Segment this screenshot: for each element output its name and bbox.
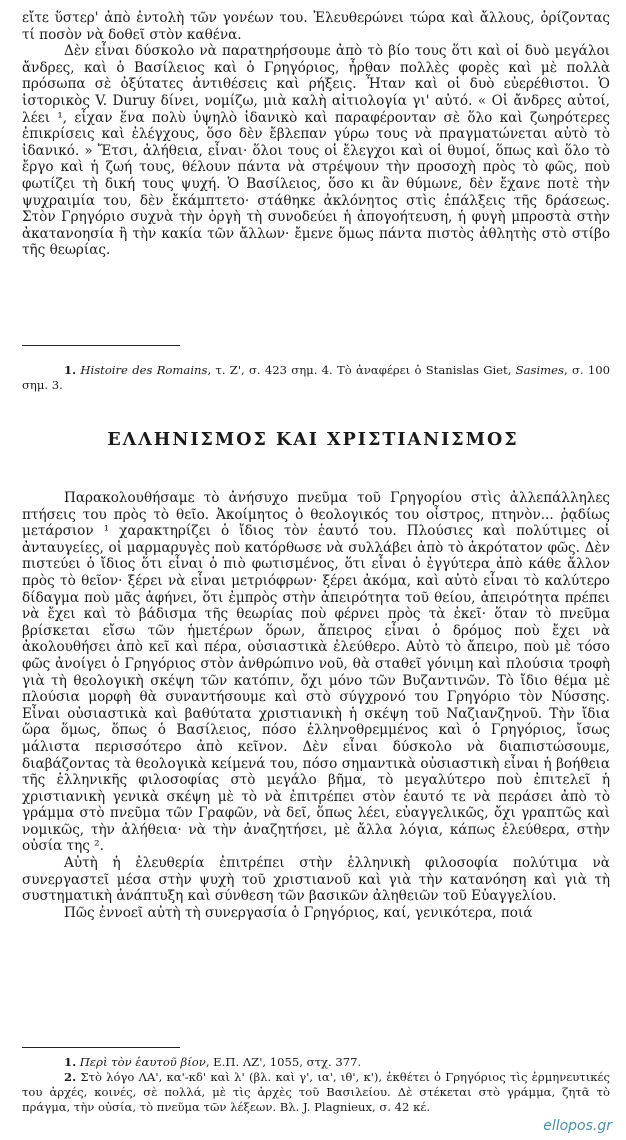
footnote-title: Περὶ τὸν ἑαυτοῦ βίον [79,1055,206,1069]
top-text-block [22,10,610,259]
main-text-block [22,490,610,921]
footnote-title-2: Sasimes [515,363,564,377]
footnote-text: Στὸ λόγο ΛΑ', κα'-κδ' καὶ λ' (βλ. καὶ γ', ια', ιθ', κ'), ἐκθέτει ὁ Γρηγόριος τὶς ἑρμηνευτικές του ἀρχές, κοινές, σὲ πολλά, μὲ τὶς ἀρχὲς τοῦ Βασιλείου. Δὲ στέκεται στὸ γράμμα, ζητᾶ τὸ πράγμα, τὴν οὐσία, τὸ πνεῦμα τῶν λέξεων. Βλ. J. Plagnieux, σ. 42 κέ. [22,1070,610,1114]
footnote-text-2: , σ. 100 σημ. 3. [22,363,610,392]
footnote-text: , Ε.Π. ΛΖ', 1055, στχ. 377. [205,1055,362,1069]
paragraph: εἴτε ὕστερ' ἀπὸ ἐντολὴ τῶν γονέων του. Ἐλευθερώνει τώρα καὶ ἄλλους, ὁρίζοντας τί ποσὸν νὰ δοθεῖ στὸν καθένα. [22,10,610,43]
paragraph: Παρακολουθήσαμε τὸ ἀνήσυχο πνεῦμα τοῦ Γρηγορίου στὶς ἀλλεπάλληλες πτήσεις του πρὸς τὸ θεῖο. Ἀκοίμητος ὁ θεολογικός του οἶστρος, πτηνὸν... ῥᾳδίως μετάρσιον ¹ χαρακτηρίζει ὁ ἴδιος τὸν ἑαυτό του. Πλούσιες καὶ πολύτιμες οἱ ἀνταυγείες, οἱ μαρμαρυγὲς ποὺ κατόρθωσε νὰ συλλάβει ἀπὸ τὸ ἀκρότατον φῶς. Δὲν πιστεύει ὁ ἴδιος ὅτι εἶναι ὁ πιὸ φωτισμένος, ὅτι εἶναι ὁ ἐγγύτερα ἀπὸ κάθε ἄλλον πρὸς τὸ θεῖον· ξέρει νὰ εἶναι μετριόφρων· ξέρει ἀκόμα, καὶ αὐτὸ εἶναι τὸ καλύτερο δίδαγμα ποὺ μᾶς ἀφήνει, ὅτι ἐμπρὸς στὴν ἀπειρότητα τοῦ θείου, ἀπειρότητα πρέπει νὰ ἔχει καὶ τὸ βάδισμα τῆς θεωρίας ποὺ φέρνει πρὸς τὰ ἐκεῖ· ὅταν τὸ πνεῦμα βρίσκεται εἴσω τῶν ἡμετέρων ὅρων, ἄπειρος εἶναι ὁ δρόμος ποὺ ἔχει νὰ ἀκολουθήσει ἀπὸ κεῖ καὶ πέρα, οὐσιαστικὰ ἐλεύθερο. Αὐτὸ τὸ ἄπειρο, ποὺ μὲ τόσο φῶς ἀνοίγει ὁ Γρηγόριος στὸν ἀνθρώπινο νοῦ, θὰ σταθεῖ γόνιμη καὶ πλούσια τροφὴ γιὰ τὴ θεολογικὴ σκέψη τῶν κατόπιν, ὄχι μόνο τῶν Βυζαντινῶν. Τὸ ἴδιο θέμα μὲ πλούσια μορφὴ θὰ συναντήσουμε καὶ στὸ σύγχρονό του Γρηγόριο τὸν Νύσσης. Εἶναι οὐσιαστικὰ καὶ βαθύτατα χριστιανικὴ ἡ σκέψη τοῦ Ναζιανζηνοῦ. Τὴν ἴδια ὥρα ὅμως, ὅπως ὁ Βασίλειος, πόσο ἑλληνοθρεμμένος καὶ ὁ Γρηγόριος, ἴσως μάλιστα περισσότερο ἀπὸ κεῖνον. Δὲν εἶναι δύσκολο νὰ διαπιστώσουμε, διαβάζοντας τὰ θεολογικὰ κείμενά του, πόσο σημαντικὰ οὐσιαστικὴ εἶναι ἡ βοήθεια τῆς ἑλληνικῆς φιλοσοφίας στὸ μεγάλο βῆμα, τὸ μεγαλύτερο ποὺ ἐπιτελεῖ ἡ χριστιανικὴ γενικὰ σκέψη μὲ τὸ νὰ ἐπιτρέπει στὸν ἑαυτό τε νὰ περάσει ἀπὸ τὸ γράμμα στὸ πνεῦμα τῶν Γραφῶν, νὰ δεῖ, ὅπως λέει, εὐαγγελικῶς, ὄχι γραπτῶς καὶ νομικῶς, τὴν ἀλήθεια· νὰ τὴν ἀναζητήσει, μὲ ἄλλα λόγια, κάπως ἐλεύθερα, στὴν οὐσία της ². [22,490,610,855]
footnote-separator [22,345,180,346]
paragraph: Πῶς ἐννοεῖ αὐτὴ τὴ συνεργασία ὁ Γρηγόριος, καί, γενικότερα, ποιά [64,904,533,921]
footnote-title: Histoire des Romains [80,363,208,377]
site-watermark: ellopos.gr [543,1118,612,1134]
footnote-number: 1. [64,1055,77,1069]
paragraph: Δὲν εἶναι δύσκολο νὰ παρατηρήσουμε ἀπὸ τὸ βίο τους ὅτι καὶ οἱ δυὸ μεγάλοι ἄνδρες, καὶ ὁ Βασίλειος καὶ ὁ Γρηγόριος, ἦρθαν πολλὲς φορὲς καὶ μὲ πολλὰ πρόσωπα σὲ ὀξύτατες ἀντιθέσεις καὶ ρήξεις. Ἦταν καὶ οἱ δυὸ εὐερέθιστοι. Ὁ ἱστορικὸς V. Duruy δίνει, νομίζω, μιὰ καλὴ αἰτιολογία γι' αὐτό. « Οἱ ἄνδρες αὐτοί, λέει ¹, εἶχαν ἕνα πολὺ ὑψηλὸ ἰδανικὸ καὶ παραφέρονταν σὲ ὅλο καὶ ζωηρότερες ἐπικρίσεις καὶ ἐλέγχους, ὅσο δὲν ἔβλεπαν γύρω τους νὰ πραγματώνεται αὐτὸ τὸ ἰδανικό. » Ἔτσι, ἀλήθεια, εἶναι· ὅλοι τους οἱ ἔλεγχοι καὶ οἱ θυμοί, ὅπως καὶ ὅλο τὸ ἔργο καὶ ἡ ζωή τους, θέλουν πάντα νὰ στρέψουν τὴν προσοχὴ πρὸς τὸ φῶς, ποὺ φωτίζει τὴ δική τους ψυχή. Ὁ Βασίλειος, ὅσο κι ἂν θύμωνε, δὲν ἔχανε ποτὲ τὴν ψυχραιμία του, δὲν ἔκάμπτετο· στάθηκε ἀκλόνητος στὶς ἐπάλξεις τῆς δράσεως. Στὸν Γρηγόριο συχνὰ τὴν ὀργὴ τὴ συνοδεύει ἡ ἀπογοήτευση, ἡ φυγὴ μπροστὰ στὴν ἀκατανοησία ἢ τὴν κακία τῶν ἄλλων· ἔμενε ὅμως πάντα πιστὸς ἀθλητὴς στὸ στίβο τῆς θεωρίας. [22,43,610,259]
footnote [22,1070,610,1115]
bottom-footnotes [22,1055,610,1115]
section-heading: ΕΛΛΗΝΙΣΜΟΣ ΚΑΙ ΧΡΙΣΤΙΑΝΙΣΜΟΣ [107,430,519,450]
footnote-text: , τ. Ζ', σ. 423 σημ. 4. Τὸ ἀναφέρει ὁ Stanislas Giet, [207,363,516,377]
footnote-number: 2. [64,1070,77,1084]
paragraph: Αὐτὴ ἡ ἐλευθερία ἐπιτρέπει στὴν ἑλληνικὴ φιλοσοφία πολύτιμα νὰ συνεργαστεῖ μέσα στὴν ψυχὴ τοῦ χριστιανοῦ καὶ γιὰ τὴν κατανόηση καὶ γιὰ τὴ συστηματικὴ ἀνάπτυξη καὶ σύνθεση τῶν βασικῶν ἀληθειῶν τοῦ Εὐαγγελίου. [22,855,610,905]
footnote-separator [22,1047,180,1048]
footnote-1 [22,363,610,393]
footnote [22,1055,610,1070]
footnote-number: 1. [64,363,77,377]
